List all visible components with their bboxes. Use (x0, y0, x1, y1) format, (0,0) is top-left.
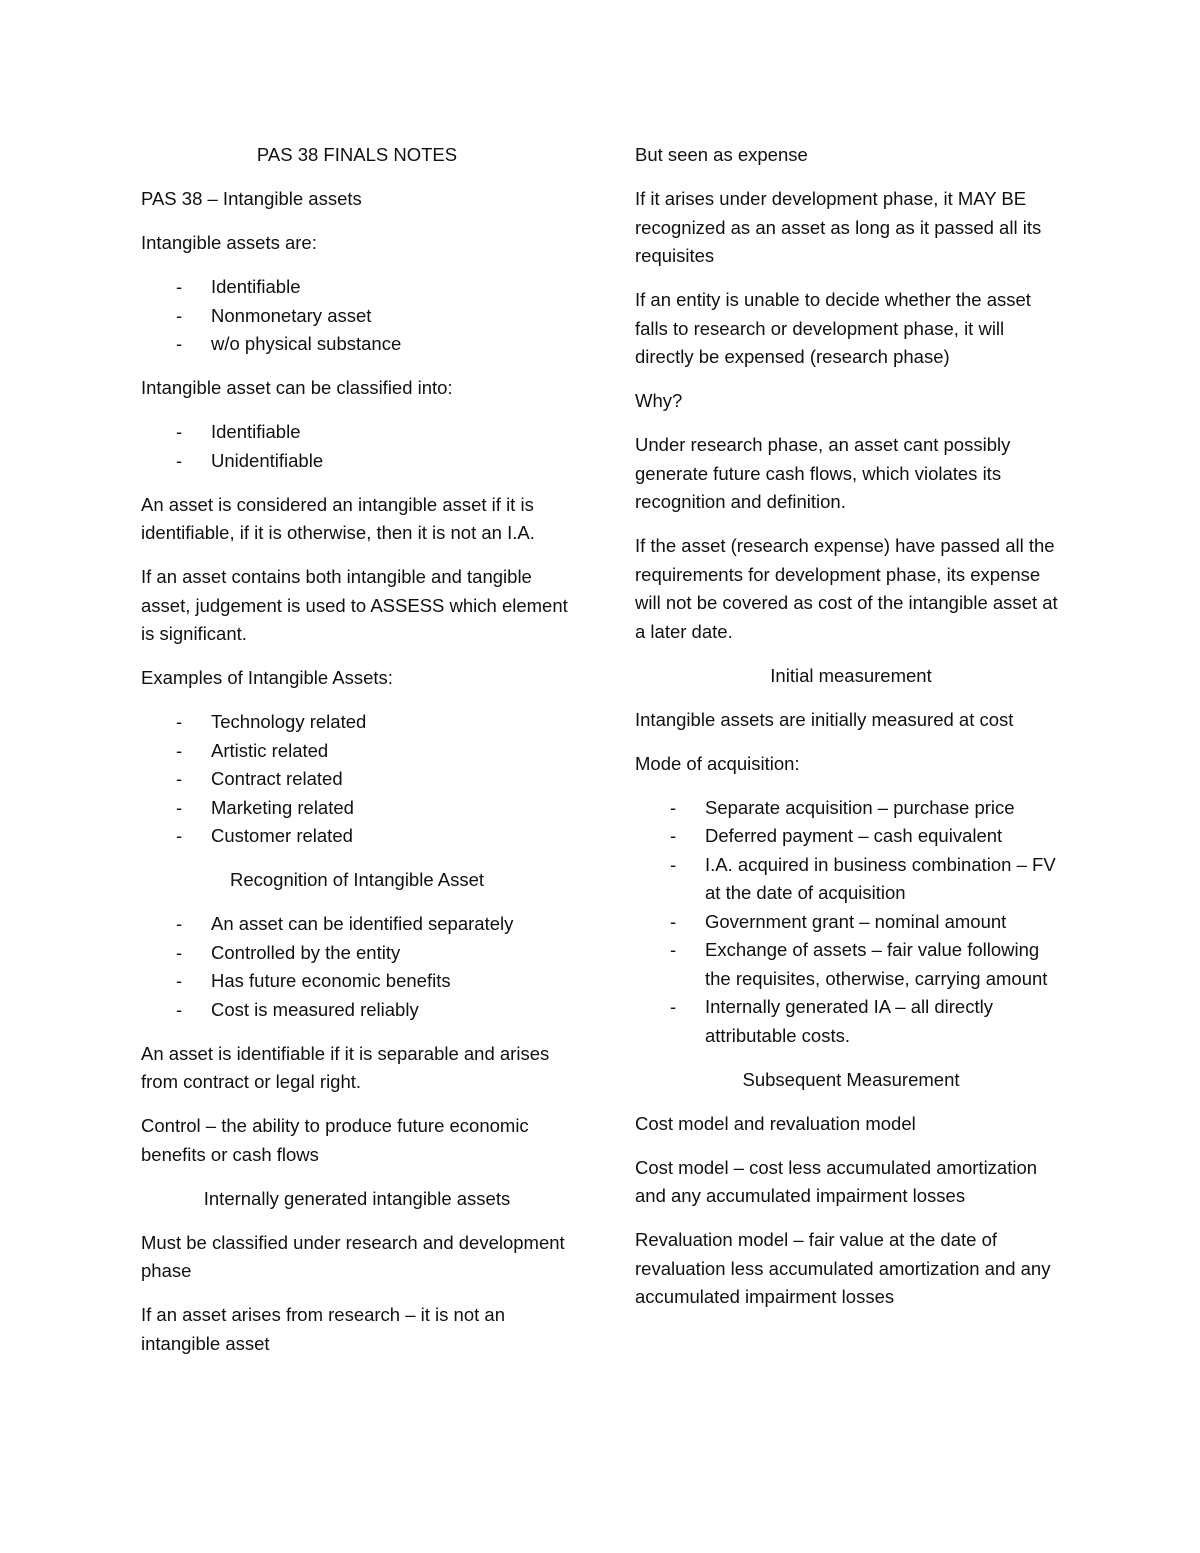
paragraph-identifiable: An asset is identifiable if it is separable and arises from contract or legal right. (141, 1042, 550, 1092)
list-item: - I.A. acquired in business combination – FV at the date of acquisition (635, 851, 1067, 908)
list-item: - Artistic related (141, 737, 573, 766)
list-item: - An asset can be identified separately (141, 910, 573, 939)
list-item: - Exchange of assets – fair value following the requisites, otherwise, carrying amount (635, 936, 1067, 993)
list-item: - Separate acquisition – purchase price (635, 794, 1067, 823)
internal-heading: Internally generated intangible assets (203, 1187, 511, 1209)
list-item: - Customer related (141, 822, 573, 851)
examples-list (141, 708, 573, 851)
recognition-list (141, 910, 573, 1024)
paragraph-research: If an asset arises from research – it is not an intangible asset (141, 1304, 505, 1354)
list-item: - w/o physical substance (141, 330, 573, 359)
paragraph-control: Control – the ability to produce future economic benefits or cash flows (141, 1115, 529, 1165)
recognition-heading: Recognition of Intangible Asset (229, 869, 485, 890)
list-item: - Identifiable (141, 273, 573, 302)
examples-heading: Examples of Intangible Assets: (141, 667, 393, 688)
paragraph-unable: If an entity is unable to decide whether the asset falls to research or development phase, it will directly be expensed (research phase) (635, 289, 1031, 367)
list-item: - Internally generated IA – all directly attributable costs. (635, 993, 1067, 1050)
list-item: - Government grant – nominal amount (635, 908, 1067, 937)
document-title: PAS 38 FINALS NOTES (256, 144, 458, 165)
paragraph-under: Under research phase, an asset cant possibly generate future cash flows, which violates its recognition and definition. (635, 434, 1011, 512)
mode-list (635, 794, 1067, 1051)
list-item: - Technology related (141, 708, 573, 737)
subsequent-heading: Subsequent Measurement (742, 1068, 960, 1090)
initial-heading: Initial measurement (770, 664, 932, 686)
list-item: - Has future economic benefits (141, 967, 573, 996)
paragraph-initial: Intangible assets are initially measured at cost (635, 708, 1014, 730)
classified-list (141, 418, 573, 475)
paragraph-models: Cost model and revaluation model (635, 1112, 916, 1134)
paragraph-expense: But seen as expense (635, 144, 808, 165)
are-list (141, 273, 573, 359)
are-heading: Intangible assets are: (141, 232, 317, 253)
paragraph-must: Must be classified under research and development phase (141, 1231, 565, 1281)
paragraph-cost-model: Cost model – cost less accumulated amortization and any accumulated impairment losses (635, 1156, 1038, 1206)
subtitle: PAS 38 – Intangible assets (141, 188, 362, 209)
classified-heading: Intangible asset can be classified into: (141, 377, 453, 398)
paragraph-considered: An asset is considered an intangible asset if it is identifiable, if it is otherwise, then it is not an I.A. (141, 493, 535, 543)
list-item: - Deferred payment – cash equivalent (635, 822, 1067, 851)
paragraph-revaluation-model: Revaluation model – fair value at the date of revaluation less accumulated amortization and any accumulated impairment losses (635, 1229, 1051, 1307)
list-item: - Unidentifiable (141, 447, 573, 476)
list-item: - Contract related (141, 765, 573, 794)
mode-heading: Mode of acquisition: (635, 752, 800, 774)
list-item: - Nonmonetary asset (141, 302, 573, 331)
paragraph-contains: If an asset contains both intangible and tangible asset, judgement is used to ASSESS which element is significant. (141, 566, 568, 644)
list-item: - Identifiable (141, 418, 573, 447)
paragraph-passed: If the asset (research expense) have passed all the requirements for development phase, its expense will not be covered as cost of the intangible asset at a later date. (635, 535, 1058, 642)
left-column (141, 141, 573, 1374)
list-item: - Controlled by the entity (141, 939, 573, 968)
right-column (635, 141, 1067, 1327)
paragraph-development: If it arises under development phase, it MAY BE recognized as an asset as long as it passed all its requisites (635, 188, 1042, 266)
list-item: - Cost is measured reliably (141, 996, 573, 1025)
list-item: - Marketing related (141, 794, 573, 823)
paragraph-why: Why? (635, 390, 683, 411)
